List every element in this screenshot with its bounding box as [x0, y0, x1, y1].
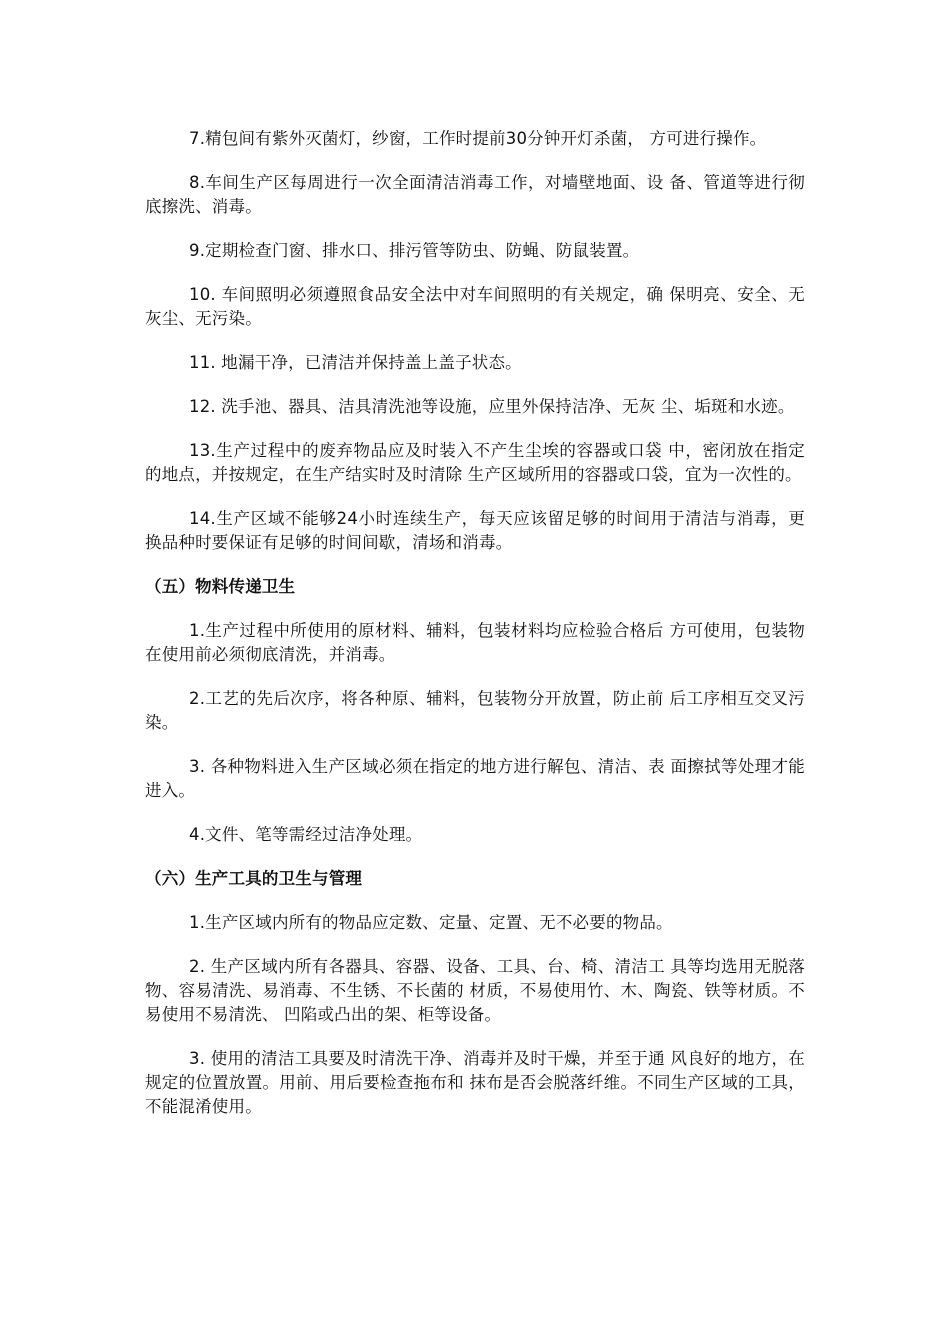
tools-item-1: 1.生产区域内所有的物品应定数、定量、定置、无不必要的物品。	[189, 913, 673, 932]
paragraph-item-11: 11. 地漏干净，已清洁并保持盖上盖子状态。	[189, 353, 522, 372]
paragraph-item-9: 9.定期检查门窗、排水口、排污管等防虫、防蝇、防鼠装置。	[189, 241, 640, 260]
paragraph-item-14: 14.生产区域不能够24小时连续生产，每天应该留足够的时间用于清洁与消毒，更换品种时要保证有足够的时间间歇，清场和消毒。	[145, 509, 805, 552]
tools-item-3: 3. 使用的清洁工具要及时清洗干净、消毒并及时干燥，并至于通 风良好的地方，在规定的位置放置。用前、用后要检查拖布和 抹布是否会脱落纤维。不同生产区域的工具，不能混淆使用。	[145, 1049, 805, 1116]
paragraph-item-8: 8.车间生产区每周进行一次全面清洁消毒工作，对墙壁地面、设 备、管道等进行彻底擦洗、消毒。	[145, 173, 805, 216]
paragraph-item-13: 13.生产过程中的废弃物品应及时装入不产生尘埃的容器或口袋 中，密闭放在指定的地点，并按规定，在生产结实时及时清除 生产区域所用的容器或口袋，宜为一次性的。	[145, 441, 805, 484]
material-item-3: 3. 各种物料进入生产区域必须在指定的地方进行解包、清洁、表 面擦拭等处理才能进入。	[145, 757, 805, 800]
material-item-4: 4.文件、笔等需经过洁净处理。	[189, 825, 423, 844]
paragraph-item-12: 12. 洗手池、器具、洁具清洗池等设施，应里外保持洁净、无灰 尘、垢斑和水迹。	[189, 397, 795, 416]
material-item-1: 1.生产过程中所使用的原材料、辅料，包装材料均应检验合格后 方可使用，包装物在使用前必须彻底清洗，并消毒。	[145, 621, 805, 664]
section-heading-tools-hygiene: （六）生产工具的卫生与管理	[145, 869, 363, 888]
tools-item-2: 2. 生产区域内所有各器具、容器、设备、工具、台、椅、清洁工 具等均选用无脱落物、容易清洗、易消毒、不生锈、不长菌的 材质，不易使用竹、木、陶瓷、铁等材质。不易使用不易清洗、 凹陷或凸出的架、柜等设备。	[145, 957, 805, 1024]
document-page	[145, 127, 805, 1139]
paragraph-item-10: 10. 车间照明必须遵照食品安全法中对车间照明的有关规定，确 保明亮、安全、无灰尘、无污染。	[145, 285, 805, 328]
section-heading-material-transfer: （五）物料传递卫生	[145, 577, 296, 596]
paragraph-item-7: 7.精包间有紫外灭菌灯，纱窗，工作时提前30分钟开灯杀菌， 方可进行操作。	[189, 129, 767, 148]
material-item-2: 2.工艺的先后次序，将各种原、辅料，包装物分开放置，防止前 后工序相互交叉污染。	[145, 689, 805, 732]
